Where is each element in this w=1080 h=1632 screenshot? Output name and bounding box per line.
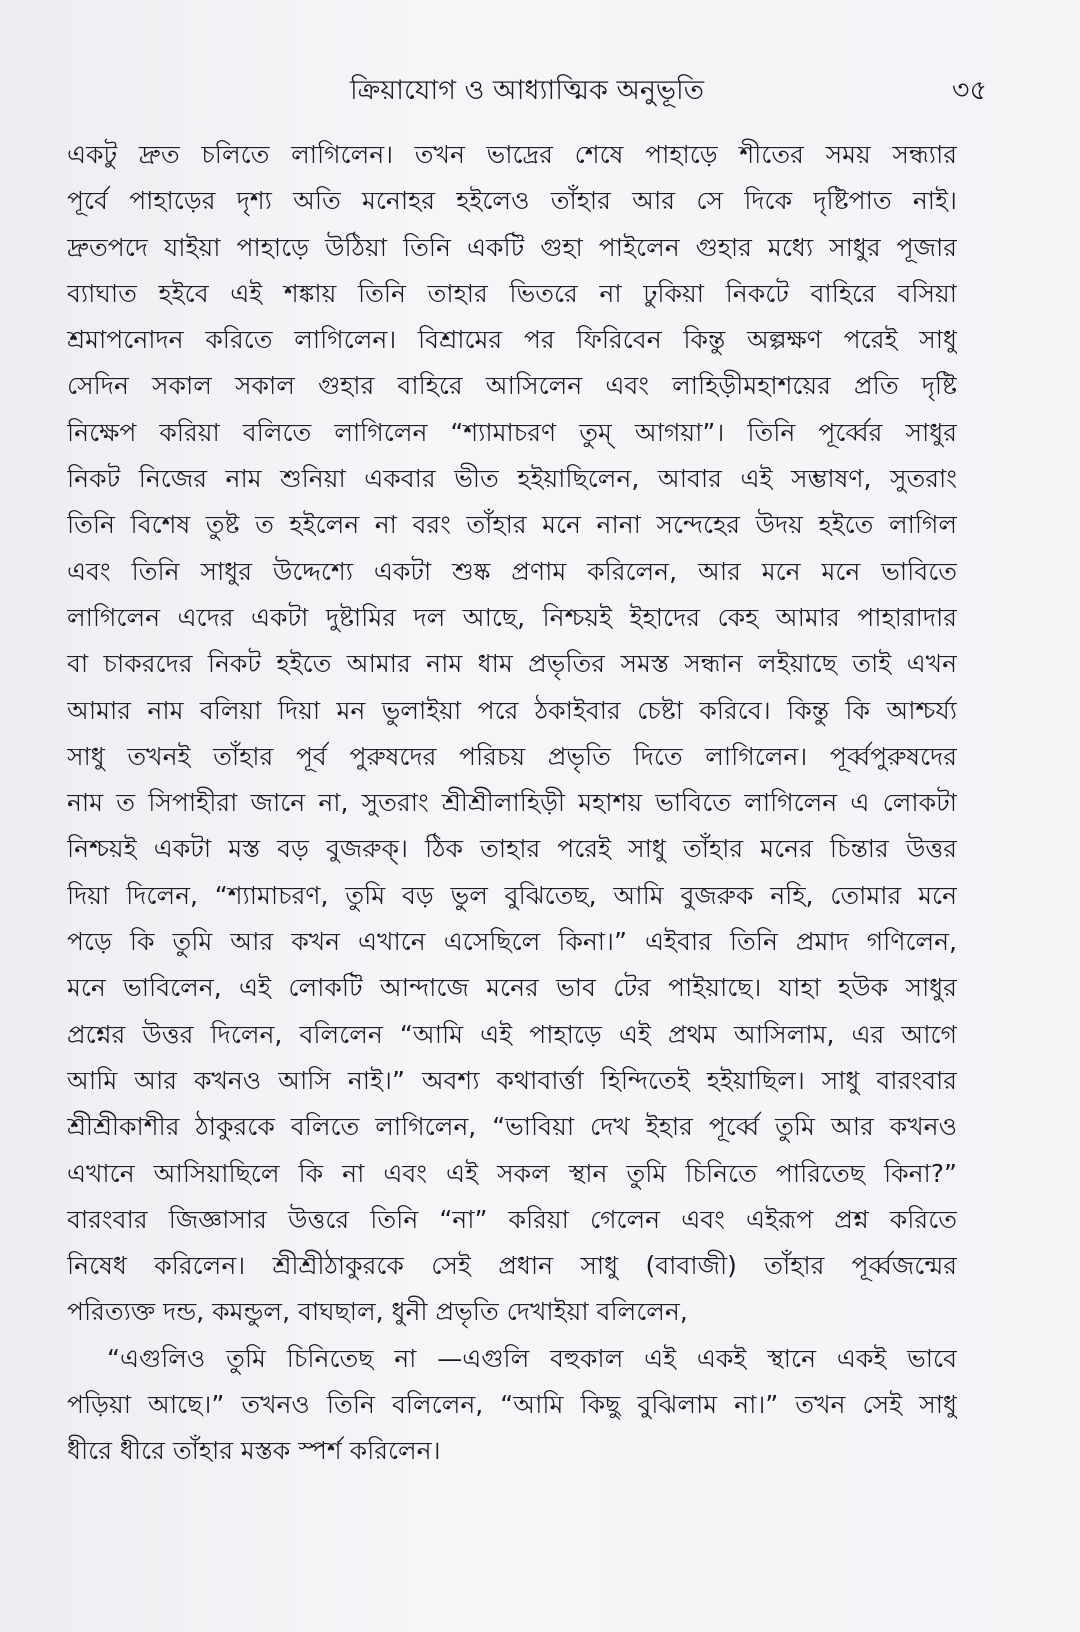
text-line: ব্যাঘাত হইবে এই শঙ্কায় তিনি তাহার ভিতরে না ঢুকিয়া নিকটে বাহিরে বসিয়া [67, 278, 957, 308]
text-line: নাম ত সিপাহীরা জানে না, সুতরাং শ্রীশ্রীলাহিড়ী মহাশয় ভাবিতে লাগিলেন এ লোকটা [67, 788, 957, 818]
text-line: একটু দ্রুত চলিতে লাগিলেন। তখন ভাদ্রের শেষে পাহাড়ে শীতের সময় সন্ধ্যার [67, 140, 957, 169]
text-line: মনে ভাবিলেন, এই লোকটি আন্দাজে মনের ভাব টের পাইয়াছে। যাহা হউক সাধুর [67, 973, 957, 1003]
text-line: নিকট নিজের নাম শুনিয়া একবার ভীত হইয়াছিলেন, আবার এই সম্ভাষণ, সুতরাং [67, 464, 957, 494]
text-line: পড়ে কি তুমি আর কখন এখানে এসেছিলে কিনা।” এইবার তিনি প্রমাদ গণিলেন, [67, 927, 957, 957]
text-line: বা চাকরদের নিকট হইতে আমার নাম ধাম প্রভৃতির সমস্ত সন্ধান লইয়াছে তাই এখন [67, 649, 957, 679]
text-line: ধীরে ধীরে তাঁহার মস্তক স্পর্শ করিলেন। [67, 1436, 441, 1466]
text-line: তিনি বিশেষ তুষ্ট ত হইলেন না বরং তাঁহার মনে নানা সন্দেহের উদয় হইতে লাগিল [67, 510, 957, 540]
text-line: সেদিন সকাল সকাল গুহার বাহিরে আসিলেন এবং লাহিড়ীমহাশয়ের প্রতি দৃষ্টি [67, 371, 957, 401]
page-header [67, 70, 987, 114]
running-title: ক্রিয়াযোগ ও আধ্যাত্মিক অনুভূতি [349, 75, 705, 106]
text-line: দ্রুতপদে যাইয়া পাহাড়ে উঠিয়া তিনি একটি গুহা পাইলেন গুহার মধ্যে সাধুর পূজার [67, 232, 957, 262]
text-line: নিষেধ করিলেন। শ্রীশ্রীঠাকুরকে সেই প্রধান সাধু (বাবাজী) তাঁহার পূর্ব্বজন্মের [67, 1251, 957, 1281]
text-line: নিক্ষেপ করিয়া বলিতে লাগিলেন “শ্যামাচরণ তুম্ আগয়া”। তিনি পূর্ব্বের সাধুর [67, 417, 957, 447]
text-line: আমার নাম বলিয়া দিয়া মন ভুলাইয়া পরে ঠকাইবার চেষ্টা করিবে। কিন্তু কি আশ্চর্য্য [67, 695, 957, 725]
text-line: আমি আর কখনও আসি নাই।” অবশ্য কথাবার্ত্তা হিন্দিতেই হইয়াছিল। সাধু বারংবার [67, 1065, 957, 1095]
text-line: শ্রমাপনোদন করিতে লাগিলেন। বিশ্রামের পর ফিরিবেন কিন্তু অল্পক্ষণ পরেই সাধু [67, 325, 957, 355]
text-line: পরিত্যক্ত দন্ড, কমন্ডুল, বাঘছাল, ধুনী প্রভৃতি দেখাইয়া বলিলেন, [67, 1297, 688, 1327]
text-line: প্রশ্নের উত্তর দিলেন, বলিলেন “আমি এই পাহাড়ে এই প্রথম আসিলাম, এর আগে [67, 1019, 957, 1049]
body-text [67, 132, 957, 1475]
text-line: শ্রীশ্রীকাশীর ঠাকুরকে বলিতে লাগিলেন, “ভাবিয়া দেখ ইহার পূর্ব্বে তুমি আর কখনও [67, 1112, 957, 1142]
text-line: এবং তিনি সাধুর উদ্দেশ্যে একটা শুষ্ক প্রণাম করিলেন, আর মনে মনে ভাবিতে [67, 556, 957, 586]
text-line: দিয়া দিলেন, “শ্যামাচরণ, তুমি বড় ভুল বুঝিতেছ, আমি বুজরুক নহি, তোমার মনে [67, 880, 957, 910]
text-line: বারংবার জিজ্ঞাসার উত্তরে তিনি “না” করিয়া গেলেন এবং এইরূপ প্রশ্ন করিতে [67, 1204, 957, 1234]
text-line: পূর্বে পাহাড়ের দৃশ্য অতি মনোহর হইলেও তাঁহার আর সে দিকে দৃষ্টিপাত নাই। [67, 186, 957, 216]
text-line: পড়িয়া আছে।” তখনও তিনি বলিলেন, “আমি কিছু বুঝিলাম না।” তখন সেই সাধু [67, 1390, 957, 1420]
text-line: সাধু তখনই তাঁহার পূর্ব পুরুষদের পরিচয় প্রভৃতি দিতে লাগিলেন। পূর্ব্বপুরুষদের [67, 741, 957, 771]
text-line: নিশ্চয়ই একটা মস্ত বড় বুজরুক্। ঠিক তাহার পরেই সাধু তাঁহার মনের চিন্তার উত্তর [67, 834, 957, 864]
page-number: ৩৫ [951, 75, 987, 106]
text-line: এখানে আসিয়াছিলে কি না এবং এই সকল স্থান তুমি চিনিতে পারিতেছ কিনা?” [67, 1158, 957, 1188]
text-line: লাগিলেন এদের একটা দুষ্টামির দল আছে, নিশ্চয়ই ইহাদের কেহ আমার পাহারাদার [67, 602, 957, 632]
text-line: “এগুলিও তুমি চিনিতেছ না —এগুলি বহুকাল এই একই স্থানে একই ভাবে [107, 1343, 957, 1373]
